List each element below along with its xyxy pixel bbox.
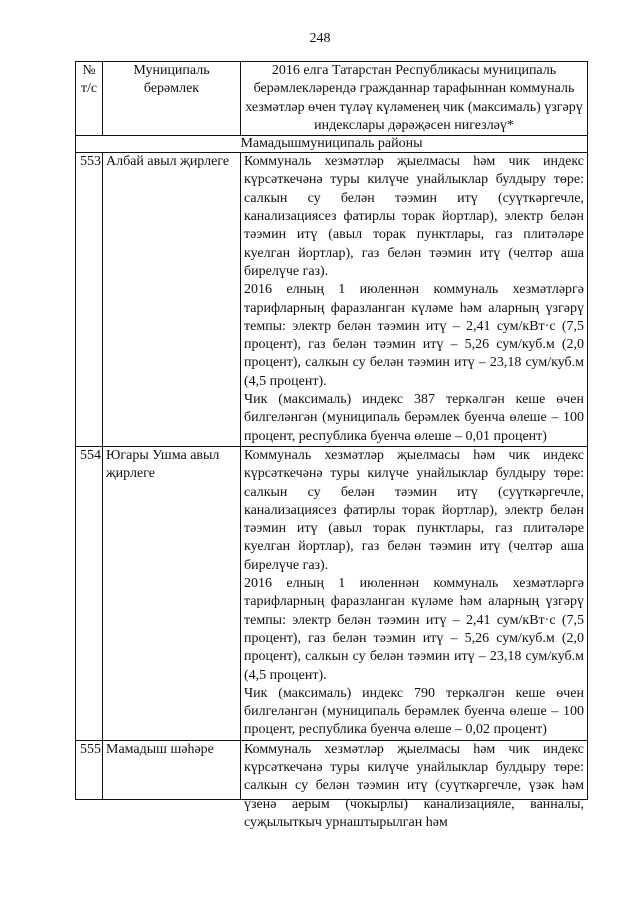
row-number: 554	[76, 446, 103, 740]
row-number: 553	[76, 153, 103, 447]
municipality-name: Югары Ушма авыл җирлеге	[103, 446, 241, 740]
region-name: Мамадышмуниципаль районы	[76, 136, 588, 153]
row-number: 555	[76, 740, 103, 799]
description-paragraph: 2016 елның 1 июленнән коммуналь хезмәтләргә тарифларның фаразланган күләме һәм аларның үзгәрү темпы: электр белән тәэмин итү – 2,41 сум/кВт·с (7,5 процент), газ белән тәэмин итү – 5,26 сум/куб.м (2,0 процент), салкын су белән тәэмин итү – 23,18 сум/куб.м (4,5 процент).	[244, 282, 584, 389]
description-paragraph: Чик (максималь) индекс 387 теркәлгән кеше өчен билгеләнгән (муниципаль берәмлек буенча өлеше – 100 процент, республика буенча өлеше – 0,01 процент)	[244, 392, 584, 444]
header-number: № т/с	[76, 62, 103, 136]
header-description: 2016 елга Татарстан Республикасы муниципаль берәмлекләрендә гражданнар тарафыннан коммуналь хезмәтләр өчен түләү күләменең чик (максималь) үзгәрү индекслары дәрәҗәсен нигезләү*	[241, 62, 588, 136]
description-cell	[241, 446, 588, 740]
description-paragraph: Коммуналь хезмәтләр җыелмасы һәм чик индекс күрсәткечәнә туры килүче унайлыклар булдыру төре: салкын су белән тәэмин итү (суүткәргечле, канализациясез фатирлы торак йортлар), электр белән тәэмин итү (авыл торак пунктлары, газ плитәләре куелган йортлар), газ белән тәэмин итү (челтәр аша бирелүче газ).	[244, 447, 584, 573]
description-paragraph: 2016 елның 1 июленнән коммуналь хезмәтләргә тарифларның фаразланган күләме һәм аларның үзгәрү темпы: электр белән тәэмин итү – 2,41 сум/кВт·с (7,5 процент), газ белән тәэмин итү – 5,26 сум/куб.м (2,0 процент), салкын су белән тәэмин итү – 23,18 сум/куб.м (4,5 процент).	[244, 576, 584, 683]
tariff-index-table	[75, 61, 588, 830]
header-municipality: Муниципаль берәмлек	[103, 62, 241, 136]
description-paragraph: Коммуналь хезмәтләр җыелмасы һәм чик индекс күрсәткечәнә туры килүче унайлыклар булдыру төре: салкын су белән тәэмин итү (суүткәргечле, канализациясез фатирлы торак йортлар), электр белән тәэмин итү (авыл торак пунктлары, газ плитәләре куелган йортлар), газ белән тәэмин итү (челтәр аша бирелүче газ).	[244, 154, 584, 279]
description-paragraph: Чик (максималь) индекс 790 теркәлгән кеше өчен билгеләнгән (муниципаль берәмлек буенча өлеше – 100 процент, республика буенча өлеше – 0,02 процент)	[244, 685, 584, 738]
table-row	[76, 740, 588, 799]
municipality-name: Албай авыл җирлеге	[103, 153, 241, 447]
table-header-row	[76, 62, 588, 136]
description-cell	[241, 740, 588, 830]
municipality-name: Мамадыш шәһәре	[103, 740, 241, 799]
description-paragraph: Коммуналь хезмәтләр җыелмасы һәм чик индекс күрсәткечәнә туры килүче унайлыклар булдыру төре: салкын су белән тәэмин итү (суүткәргечле, үзәк һәм үзенә аерым (чокырлы) канализацияле, ванналы, суҗылыткыч урнаштырылган һәм	[244, 741, 584, 830]
table-row	[76, 153, 588, 447]
page-number: 248	[309, 31, 331, 46]
region-row	[76, 136, 588, 153]
description-cell	[241, 153, 588, 447]
table-row	[76, 446, 588, 740]
